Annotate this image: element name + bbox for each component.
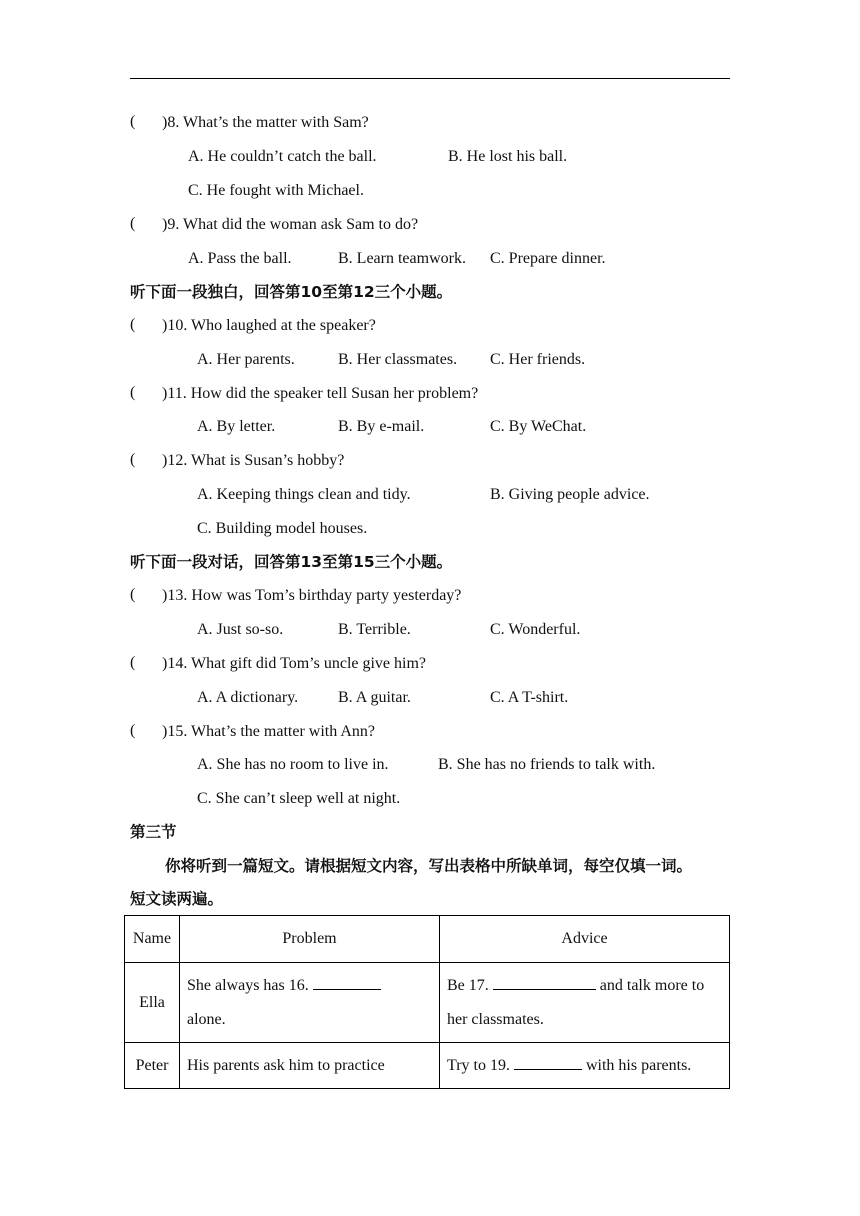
question-14-option-b: B. A guitar. bbox=[338, 689, 411, 706]
question-13-option-a: A. Just so-so. bbox=[197, 621, 284, 638]
question-8-option-b: B. He lost his ball. bbox=[448, 148, 568, 165]
question-11-option-b: B. By e-mail. bbox=[338, 418, 425, 435]
question-8-option-c: C. He fought with Michael. bbox=[188, 182, 364, 199]
answer-table bbox=[124, 915, 730, 1089]
question-12-stem: )12. What is Susan’s hobby? bbox=[162, 452, 345, 469]
answer-paren-9[interactable]: ( bbox=[130, 215, 136, 232]
answer-paren-11[interactable]: ( bbox=[130, 384, 136, 401]
blank-19[interactable] bbox=[514, 1055, 582, 1070]
blank-16[interactable] bbox=[313, 975, 381, 990]
section-instruction-monologue: 听下面一段独白，回答第10至第12三个小题。 bbox=[130, 283, 453, 301]
row-advice-ella bbox=[440, 963, 730, 1043]
question-14-option-a: A. A dictionary. bbox=[197, 689, 299, 706]
advice-text-start: Be 17. bbox=[447, 976, 493, 994]
question-13-option-b: B. Terrible. bbox=[338, 621, 411, 638]
question-9-option-a: A. Pass the ball. bbox=[188, 250, 292, 267]
header-name: Name bbox=[125, 916, 180, 963]
question-13-option-c: C. Wonderful. bbox=[490, 621, 581, 638]
table-row bbox=[125, 1043, 730, 1089]
question-10-option-c: C. Her friends. bbox=[490, 351, 586, 368]
question-10-option-b: B. Her classmates. bbox=[338, 351, 458, 368]
question-15-option-b: B. She has no friends to talk with. bbox=[438, 756, 656, 773]
row-advice-peter bbox=[440, 1043, 730, 1089]
answer-paren-12[interactable]: ( bbox=[130, 451, 136, 468]
advice-text-start: Try to 19. bbox=[447, 1056, 514, 1074]
blank-17[interactable] bbox=[493, 975, 596, 990]
question-9-option-b: B. Learn teamwork. bbox=[338, 250, 466, 267]
advice-text-mid: with his parents. bbox=[581, 1056, 692, 1074]
question-14-option-c: C. A T-shirt. bbox=[490, 689, 569, 706]
table-row bbox=[125, 963, 730, 1043]
header-advice: Advice bbox=[440, 916, 730, 963]
question-11-option-c: C. By WeChat. bbox=[490, 418, 587, 435]
question-9-option-c: C. Prepare dinner. bbox=[490, 250, 606, 267]
question-12-option-b: B. Giving people advice. bbox=[490, 486, 650, 503]
question-15-stem: )15. What’s the matter with Ann? bbox=[162, 723, 375, 740]
answer-paren-8[interactable]: ( bbox=[130, 113, 136, 130]
row-problem-ella bbox=[180, 963, 440, 1043]
answer-paren-13[interactable]: ( bbox=[130, 586, 136, 603]
section-3-instruction-line-2: 短文读两遍。 bbox=[130, 890, 224, 908]
question-12-option-c: C. Building model houses. bbox=[197, 520, 368, 537]
problem-text-end: alone. bbox=[187, 1010, 226, 1028]
question-8-option-a: A. He couldn’t catch the ball. bbox=[188, 148, 377, 165]
question-15-option-c: C. She can’t sleep well at night. bbox=[197, 790, 401, 807]
header-rule bbox=[130, 78, 730, 79]
question-12-option-a: A. Keeping things clean and tidy. bbox=[197, 486, 411, 503]
question-13-stem: )13. How was Tom’s birthday party yesterday? bbox=[162, 587, 462, 604]
question-11-stem: )11. How did the speaker tell Susan her problem? bbox=[162, 385, 479, 402]
section-instruction-dialogue: 听下面一段对话，回答第13至第15三个小题。 bbox=[130, 553, 453, 571]
problem-text-start: She always has 16. bbox=[187, 976, 313, 994]
header-problem: Problem bbox=[180, 916, 440, 963]
section-3-title: 第三节 bbox=[130, 823, 177, 841]
question-9-stem: )9. What did the woman ask Sam to do? bbox=[162, 216, 419, 233]
question-11-option-a: A. By letter. bbox=[197, 418, 276, 435]
row-problem-peter: His parents ask him to practice bbox=[180, 1043, 440, 1089]
question-15-option-a: A. She has no room to live in. bbox=[197, 756, 389, 773]
section-3-instruction-line-1: 你将听到一篇短文。请根据短文内容，写出表格中所缺单词，每空仅填一词。 bbox=[165, 857, 693, 875]
question-10-stem: )10. Who laughed at the speaker? bbox=[162, 317, 376, 334]
table-header-row bbox=[125, 916, 730, 963]
row-name-peter: Peter bbox=[125, 1043, 180, 1089]
answer-paren-15[interactable]: ( bbox=[130, 722, 136, 739]
answer-paren-14[interactable]: ( bbox=[130, 654, 136, 671]
question-10-option-a: A. Her parents. bbox=[197, 351, 295, 368]
advice-text-mid: and talk more to bbox=[595, 976, 705, 994]
answer-paren-10[interactable]: ( bbox=[130, 316, 136, 333]
question-8-stem: )8. What’s the matter with Sam? bbox=[162, 114, 369, 131]
advice-text-end: her classmates. bbox=[447, 1010, 544, 1028]
row-name-ella: Ella bbox=[125, 963, 180, 1043]
question-14-stem: )14. What gift did Tom’s uncle give him? bbox=[162, 655, 427, 672]
